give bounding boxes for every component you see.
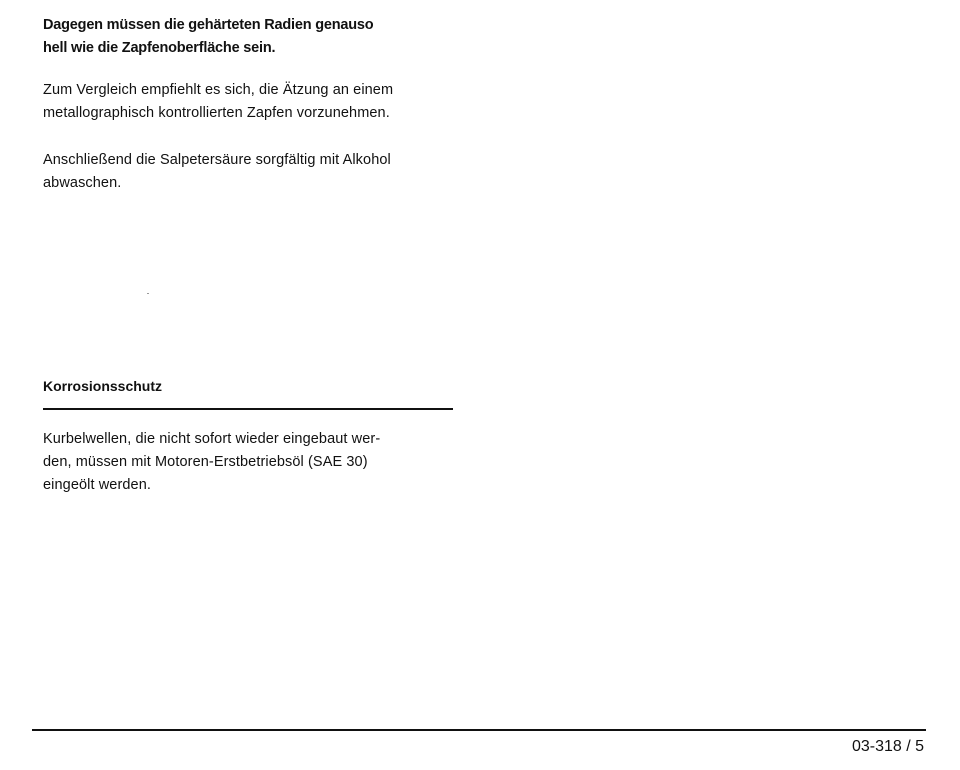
scan-speck xyxy=(147,293,149,294)
section-heading: Korrosionsschutz xyxy=(43,378,163,394)
text-line: Kurbelwellen, die nicht sofort wieder eingebaut wer- xyxy=(43,431,381,447)
text-line: metallographisch kontrollierten Zapfen vorzunehmen. xyxy=(43,105,390,121)
paragraph-hardened-radii xyxy=(43,14,483,60)
text-line: Anschließend die Salpetersäure sorgfältig mit Alkohol xyxy=(43,152,391,168)
text-line: Zum Vergleich empfiehlt es sich, die Ätzung an einem xyxy=(43,82,394,98)
text-line: den, müssen mit Motoren-Erstbetriebsöl (SAE 30) xyxy=(43,454,368,470)
text-line: Dagegen müssen die gehärteten Radien genauso xyxy=(43,17,374,33)
text-line: abwaschen. xyxy=(43,175,122,191)
text-line: hell wie die Zapfenoberfläche sein. xyxy=(43,40,276,56)
footer-divider xyxy=(32,729,926,731)
paragraph-corrosion-protection xyxy=(43,428,483,497)
paragraph-wash-off-acid xyxy=(43,149,483,195)
text-line: eingeölt werden. xyxy=(43,477,152,493)
paragraph-comparison-etching xyxy=(43,79,483,125)
heading-underline xyxy=(43,408,453,410)
page-number: 03-318 / 5 xyxy=(851,738,924,755)
